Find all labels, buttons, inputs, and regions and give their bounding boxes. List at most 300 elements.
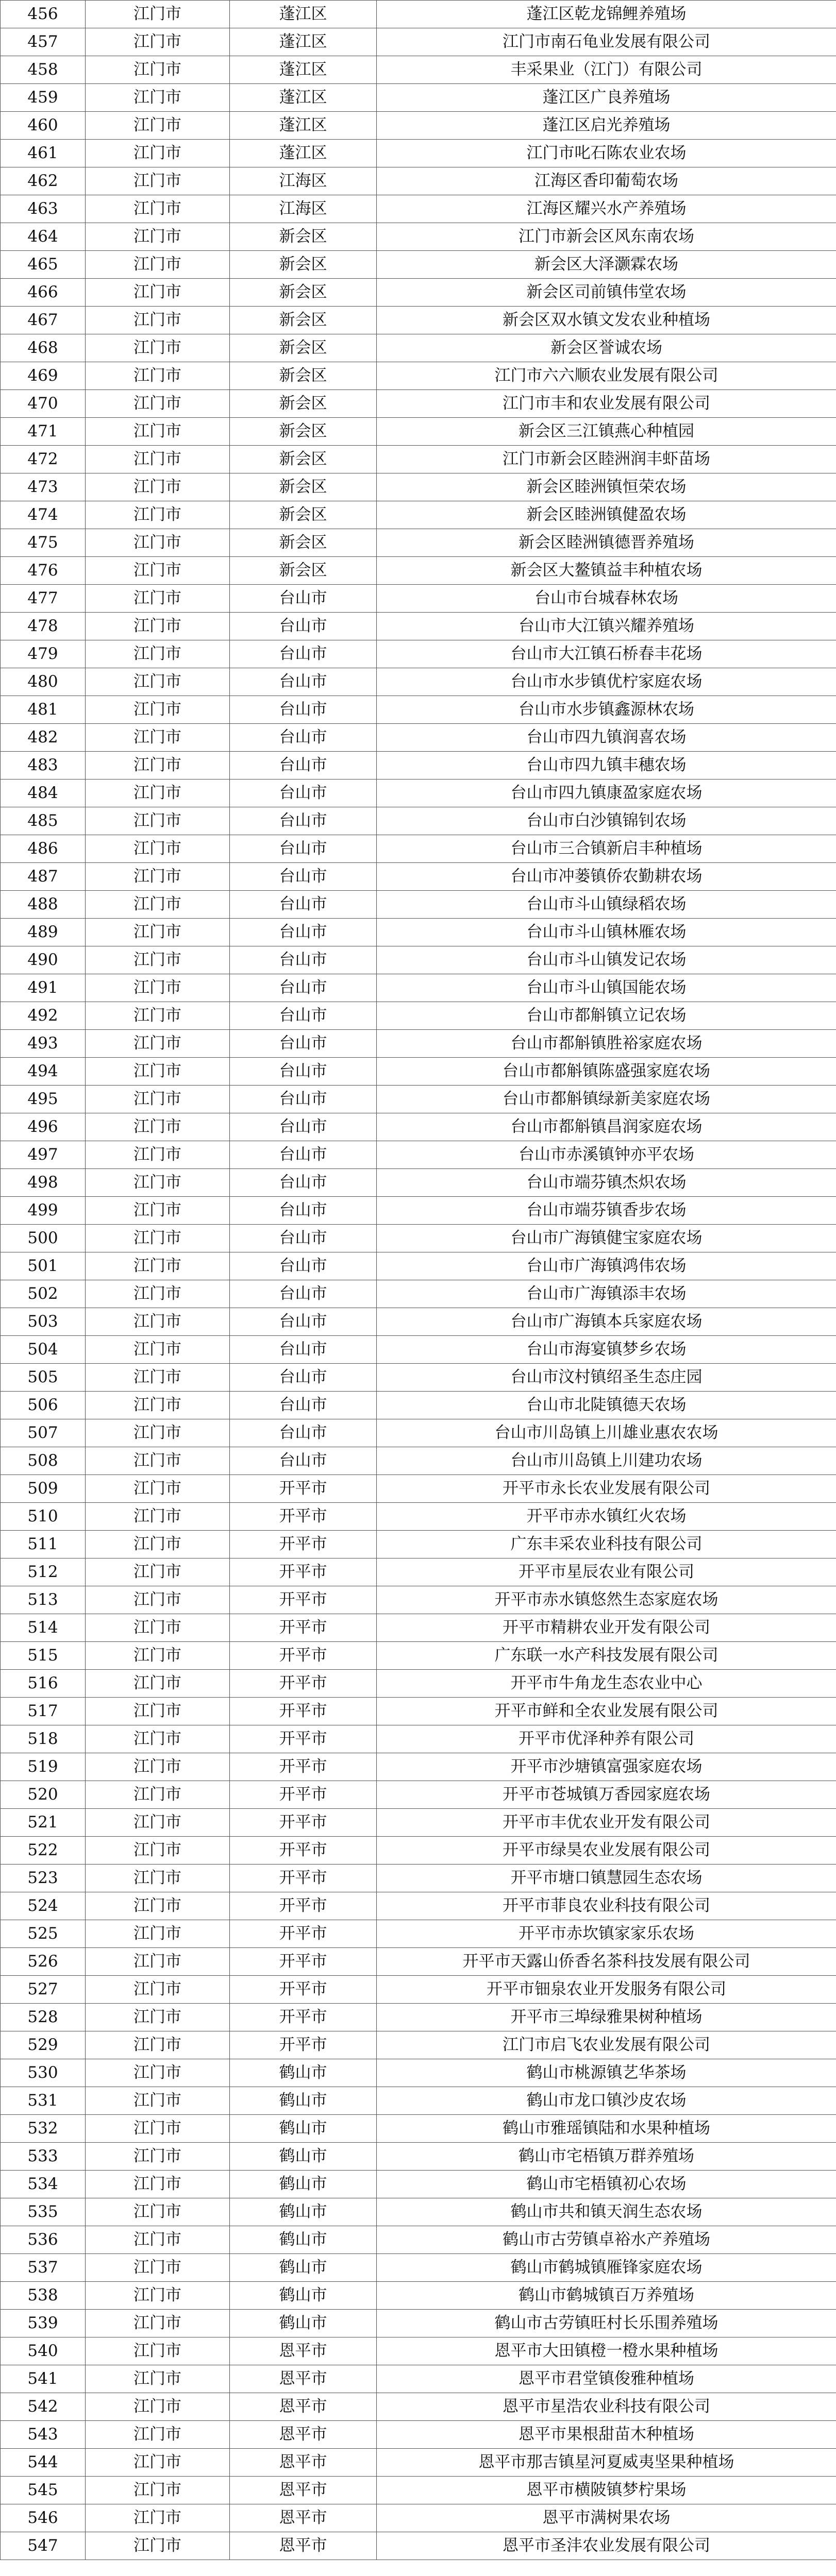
cell-county: 恩平市 [230, 2477, 377, 2504]
cell-county: 台山市 [230, 1225, 377, 1252]
cell-city: 江门市 [86, 2198, 230, 2226]
cell-index: 485 [1, 807, 86, 835]
cell-city: 江门市 [86, 2226, 230, 2254]
cell-index: 531 [1, 2087, 86, 2115]
cell-index: 493 [1, 1030, 86, 1058]
cell-farm-name: 台山市广海镇添丰农场 [377, 1280, 836, 1308]
table-row [1, 2337, 836, 2365]
cell-county: 台山市 [230, 779, 377, 807]
cell-index: 515 [1, 1642, 86, 1670]
cell-farm-name: 台山市斗山镇林雁农场 [377, 919, 836, 946]
cell-index: 514 [1, 1614, 86, 1642]
cell-farm-name: 台山市冲蒌镇侨农勤耕农场 [377, 863, 836, 891]
cell-farm-name: 恩平市圣沣农业发展有限公司 [377, 2532, 836, 2560]
cell-index: 499 [1, 1197, 86, 1225]
cell-index: 532 [1, 2115, 86, 2143]
cell-city: 江门市 [86, 1865, 230, 1892]
cell-index: 501 [1, 1252, 86, 1280]
cell-index: 545 [1, 2477, 86, 2504]
cell-index: 457 [1, 28, 86, 56]
table-row [1, 891, 836, 919]
cell-city: 江门市 [86, 1030, 230, 1058]
cell-county: 新会区 [230, 390, 377, 418]
cell-index: 471 [1, 418, 86, 446]
cell-county: 台山市 [230, 696, 377, 724]
table-row [1, 2115, 836, 2143]
cell-farm-name: 台山市都斛镇胜裕家庭农场 [377, 1030, 836, 1058]
cell-city: 江门市 [86, 1586, 230, 1614]
table-row [1, 279, 836, 307]
cell-index: 468 [1, 334, 86, 362]
cell-county: 台山市 [230, 640, 377, 668]
cell-county: 台山市 [230, 724, 377, 752]
table-row [1, 2504, 836, 2532]
cell-city: 江门市 [86, 1169, 230, 1197]
cell-farm-name: 开平市赤水镇悠然生态家庭农场 [377, 1586, 836, 1614]
cell-index: 462 [1, 167, 86, 195]
cell-city: 江门市 [86, 1892, 230, 1920]
table-row [1, 2059, 836, 2087]
cell-index: 488 [1, 891, 86, 919]
cell-city: 江门市 [86, 946, 230, 974]
cell-county: 台山市 [230, 807, 377, 835]
cell-county: 台山市 [230, 1197, 377, 1225]
cell-index: 461 [1, 140, 86, 167]
cell-farm-name: 鹤山市共和镇天润生态农场 [377, 2198, 836, 2226]
cell-county: 鹤山市 [230, 2171, 377, 2198]
table-row [1, 724, 836, 752]
cell-county: 台山市 [230, 1447, 377, 1475]
cell-county: 台山市 [230, 1169, 377, 1197]
cell-farm-name: 台山市白沙镇锦钊农场 [377, 807, 836, 835]
table-row [1, 1809, 836, 1837]
cell-index: 528 [1, 2004, 86, 2031]
cell-farm-name: 台山市端芬镇香步农场 [377, 1197, 836, 1225]
cell-city: 江门市 [86, 390, 230, 418]
cell-county: 新会区 [230, 307, 377, 334]
table-row [1, 1225, 836, 1252]
cell-farm-name: 恩平市星浩农业科技有限公司 [377, 2393, 836, 2421]
cell-city: 江门市 [86, 2059, 230, 2087]
cell-farm-name: 江门市启飞农业发展有限公司 [377, 2031, 836, 2059]
cell-county: 鹤山市 [230, 2282, 377, 2310]
cell-farm-name: 新会区睦洲镇健盈农场 [377, 501, 836, 529]
cell-index: 496 [1, 1113, 86, 1141]
table-row [1, 1336, 836, 1364]
cell-county: 鹤山市 [230, 2254, 377, 2282]
table-row [1, 1169, 836, 1197]
table-row [1, 1280, 836, 1308]
table-row [1, 195, 836, 223]
cell-farm-name: 鹤山市宅梧镇万群养殖场 [377, 2143, 836, 2171]
cell-index: 502 [1, 1280, 86, 1308]
cell-city: 江门市 [86, 863, 230, 891]
cell-index: 458 [1, 56, 86, 84]
cell-city: 江门市 [86, 1, 230, 28]
cell-county: 新会区 [230, 529, 377, 557]
cell-index: 500 [1, 1225, 86, 1252]
cell-city: 江门市 [86, 2477, 230, 2504]
cell-farm-name: 鹤山市鹤城镇雁锋家庭农场 [377, 2254, 836, 2282]
cell-county: 新会区 [230, 279, 377, 307]
cell-county: 恩平市 [230, 2365, 377, 2393]
cell-city: 江门市 [86, 167, 230, 195]
cell-county: 开平市 [230, 1642, 377, 1670]
cell-city: 江门市 [86, 195, 230, 223]
cell-county: 蓬江区 [230, 112, 377, 140]
table-row [1, 1113, 836, 1141]
cell-farm-name: 台山市台城春林农场 [377, 585, 836, 613]
table-row [1, 390, 836, 418]
cell-city: 江门市 [86, 2532, 230, 2560]
cell-index: 508 [1, 1447, 86, 1475]
cell-farm-name: 鹤山市古劳镇旺村长乐围养殖场 [377, 2310, 836, 2337]
cell-index: 529 [1, 2031, 86, 2059]
cell-index: 523 [1, 1865, 86, 1892]
table-row [1, 1670, 836, 1698]
cell-farm-name: 开平市三埠绿雅果树种植场 [377, 2004, 836, 2031]
cell-city: 江门市 [86, 613, 230, 640]
cell-city: 江门市 [86, 1976, 230, 2004]
cell-farm-name: 江门市新会区风东南农场 [377, 223, 836, 251]
cell-county: 台山市 [230, 1113, 377, 1141]
table-row [1, 446, 836, 473]
cell-county: 开平市 [230, 1809, 377, 1837]
cell-farm-name: 台山市四九镇康盈家庭农场 [377, 779, 836, 807]
cell-farm-name: 台山市都斛镇绿新美家庭农场 [377, 1086, 836, 1113]
cell-city: 江门市 [86, 1197, 230, 1225]
cell-county: 开平市 [230, 1865, 377, 1892]
table-row [1, 112, 836, 140]
table-row [1, 56, 836, 84]
table-row [1, 529, 836, 557]
cell-farm-name: 台山市北陡镇德天农场 [377, 1392, 836, 1419]
cell-farm-name: 新会区睦洲镇恒荣农场 [377, 473, 836, 501]
cell-city: 江门市 [86, 1002, 230, 1030]
cell-farm-name: 新会区双水镇文发农业种植场 [377, 307, 836, 334]
cell-city: 江门市 [86, 1781, 230, 1809]
cell-index: 510 [1, 1503, 86, 1531]
cell-city: 江门市 [86, 1614, 230, 1642]
table-row [1, 2198, 836, 2226]
table-row [1, 1781, 836, 1809]
cell-farm-name: 开平市鲜和全农业发展有限公司 [377, 1698, 836, 1725]
cell-index: 475 [1, 529, 86, 557]
cell-index: 539 [1, 2310, 86, 2337]
cell-farm-name: 广东联一水产科技发展有限公司 [377, 1642, 836, 1670]
table-row [1, 1058, 836, 1086]
table-row [1, 863, 836, 891]
cell-index: 466 [1, 279, 86, 307]
cell-county: 恩平市 [230, 2504, 377, 2532]
cell-index: 534 [1, 2171, 86, 2198]
cell-index: 522 [1, 1837, 86, 1865]
cell-city: 江门市 [86, 585, 230, 613]
cell-city: 江门市 [86, 112, 230, 140]
cell-city: 江门市 [86, 1141, 230, 1169]
cell-farm-name: 蓬江区乾龙锦鲤养殖场 [377, 1, 836, 28]
cell-county: 台山市 [230, 1141, 377, 1169]
table-row [1, 1614, 836, 1642]
cell-county: 开平市 [230, 1892, 377, 1920]
cell-county: 开平市 [230, 1558, 377, 1586]
cell-farm-name: 台山市都斛镇立记农场 [377, 1002, 836, 1030]
cell-farm-name: 江门市六六顺农业发展有限公司 [377, 362, 836, 390]
cell-farm-name: 台山市广海镇健宝家庭农场 [377, 1225, 836, 1252]
cell-index: 544 [1, 2449, 86, 2477]
cell-city: 江门市 [86, 362, 230, 390]
table-row [1, 2143, 836, 2171]
table-row [1, 1642, 836, 1670]
cell-county: 开平市 [230, 1948, 377, 1976]
cell-city: 江门市 [86, 1392, 230, 1419]
cell-city: 江门市 [86, 2031, 230, 2059]
cell-index: 470 [1, 390, 86, 418]
cell-farm-name: 开平市塘口镇慧园生态农场 [377, 1865, 836, 1892]
cell-city: 江门市 [86, 529, 230, 557]
cell-city: 江门市 [86, 2282, 230, 2310]
cell-index: 490 [1, 946, 86, 974]
cell-farm-name: 台山市大江镇石桥春丰花场 [377, 640, 836, 668]
cell-farm-name: 恩平市那吉镇星河夏威夷坚果种植场 [377, 2449, 836, 2477]
table-row [1, 1030, 836, 1058]
cell-county: 开平市 [230, 1670, 377, 1698]
cell-city: 江门市 [86, 1670, 230, 1698]
cell-county: 台山市 [230, 1419, 377, 1447]
cell-index: 481 [1, 696, 86, 724]
cell-county: 台山市 [230, 891, 377, 919]
cell-index: 506 [1, 1392, 86, 1419]
cell-county: 鹤山市 [230, 2310, 377, 2337]
cell-city: 江门市 [86, 251, 230, 279]
cell-farm-name: 江海区香印葡萄农场 [377, 167, 836, 195]
cell-county: 鹤山市 [230, 2059, 377, 2087]
cell-city: 江门市 [86, 2171, 230, 2198]
cell-index: 459 [1, 84, 86, 112]
cell-city: 江门市 [86, 696, 230, 724]
cell-index: 520 [1, 1781, 86, 1809]
table-row [1, 752, 836, 779]
cell-county: 台山市 [230, 613, 377, 640]
table-row [1, 362, 836, 390]
cell-county: 台山市 [230, 585, 377, 613]
cell-city: 江门市 [86, 1642, 230, 1670]
cell-index: 479 [1, 640, 86, 668]
cell-city: 江门市 [86, 1753, 230, 1781]
cell-county: 新会区 [230, 446, 377, 473]
cell-index: 542 [1, 2393, 86, 2421]
cell-city: 江门市 [86, 2337, 230, 2365]
cell-index: 511 [1, 1531, 86, 1558]
cell-city: 江门市 [86, 418, 230, 446]
cell-county: 台山市 [230, 1086, 377, 1113]
cell-farm-name: 台山市四九镇丰穗农场 [377, 752, 836, 779]
cell-index: 476 [1, 557, 86, 585]
cell-county: 台山市 [230, 1252, 377, 1280]
cell-county: 新会区 [230, 501, 377, 529]
table-row [1, 2087, 836, 2115]
cell-county: 新会区 [230, 557, 377, 585]
cell-index: 467 [1, 307, 86, 334]
cell-farm-name: 台山市川岛镇上川雄业惠农农场 [377, 1419, 836, 1447]
table-row [1, 2171, 836, 2198]
cell-county: 恩平市 [230, 2421, 377, 2449]
cell-index: 536 [1, 2226, 86, 2254]
cell-farm-name: 鹤山市宅梧镇初心农场 [377, 2171, 836, 2198]
cell-index: 518 [1, 1725, 86, 1753]
table-row [1, 2254, 836, 2282]
cell-city: 江门市 [86, 446, 230, 473]
cell-county: 江海区 [230, 167, 377, 195]
table-row [1, 418, 836, 446]
cell-city: 江门市 [86, 1086, 230, 1113]
cell-farm-name: 台山市水步镇优柠家庭农场 [377, 668, 836, 696]
cell-index: 516 [1, 1670, 86, 1698]
cell-index: 495 [1, 1086, 86, 1113]
cell-farm-name: 新会区司前镇伟堂农场 [377, 279, 836, 307]
cell-index: 480 [1, 668, 86, 696]
table-row [1, 1948, 836, 1976]
cell-index: 483 [1, 752, 86, 779]
cell-index: 530 [1, 2059, 86, 2087]
cell-farm-name: 恩平市满树果农场 [377, 2504, 836, 2532]
cell-index: 464 [1, 223, 86, 251]
cell-county: 蓬江区 [230, 1, 377, 28]
cell-farm-name: 鹤山市桃源镇艺华茶场 [377, 2059, 836, 2087]
cell-index: 469 [1, 362, 86, 390]
cell-index: 524 [1, 1892, 86, 1920]
cell-county: 蓬江区 [230, 84, 377, 112]
cell-city: 江门市 [86, 2115, 230, 2143]
cell-county: 台山市 [230, 1336, 377, 1364]
cell-county: 蓬江区 [230, 56, 377, 84]
cell-farm-name: 开平市赤水镇红火农场 [377, 1503, 836, 1531]
cell-county: 台山市 [230, 1280, 377, 1308]
table-row [1, 946, 836, 974]
cell-farm-name: 开平市沙塘镇富强家庭农场 [377, 1753, 836, 1781]
cell-city: 江门市 [86, 779, 230, 807]
table-row [1, 919, 836, 946]
cell-index: 533 [1, 2143, 86, 2171]
cell-county: 江海区 [230, 195, 377, 223]
cell-county: 开平市 [230, 1531, 377, 1558]
cell-city: 江门市 [86, 919, 230, 946]
table-row [1, 1920, 836, 1948]
cell-farm-name: 台山市都斛镇陈盛强家庭农场 [377, 1058, 836, 1086]
cell-city: 江门市 [86, 56, 230, 84]
cell-farm-name: 开平市钿泉农业开发服务有限公司 [377, 1976, 836, 2004]
cell-city: 江门市 [86, 279, 230, 307]
cell-county: 台山市 [230, 946, 377, 974]
cell-index: 512 [1, 1558, 86, 1586]
cell-county: 新会区 [230, 418, 377, 446]
cell-county: 台山市 [230, 1308, 377, 1336]
cell-city: 江门市 [86, 1698, 230, 1725]
table-row [1, 2310, 836, 2337]
cell-index: 503 [1, 1308, 86, 1336]
cell-farm-name: 开平市丰优农业开发有限公司 [377, 1809, 836, 1837]
cell-farm-name: 江门市丰和农业发展有限公司 [377, 390, 836, 418]
cell-farm-name: 新会区大泽灏霖农场 [377, 251, 836, 279]
cell-city: 江门市 [86, 140, 230, 167]
cell-city: 江门市 [86, 2421, 230, 2449]
cell-city: 江门市 [86, 668, 230, 696]
cell-farm-name: 新会区誉诚农场 [377, 334, 836, 362]
table-row [1, 1392, 836, 1419]
cell-county: 开平市 [230, 1753, 377, 1781]
cell-index: 540 [1, 2337, 86, 2365]
cell-farm-name: 台山市端芬镇杰炽农场 [377, 1169, 836, 1197]
cell-county: 恩平市 [230, 2393, 377, 2421]
cell-city: 江门市 [86, 2504, 230, 2532]
cell-farm-name: 台山市汶村镇绍圣生态庄园 [377, 1364, 836, 1392]
cell-city: 江门市 [86, 1058, 230, 1086]
table-row [1, 28, 836, 56]
table-row [1, 779, 836, 807]
cell-farm-name: 台山市川岛镇上川建功农场 [377, 1447, 836, 1475]
cell-index: 541 [1, 2365, 86, 2393]
cell-county: 新会区 [230, 334, 377, 362]
cell-county: 台山市 [230, 1058, 377, 1086]
cell-city: 江门市 [86, 1531, 230, 1558]
cell-city: 江门市 [86, 1336, 230, 1364]
table-row [1, 1503, 836, 1531]
cell-farm-name: 鹤山市鹤城镇百万养殖场 [377, 2282, 836, 2310]
table-row [1, 1698, 836, 1725]
cell-county: 开平市 [230, 1614, 377, 1642]
table-row [1, 307, 836, 334]
cell-county: 台山市 [230, 919, 377, 946]
cell-index: 487 [1, 863, 86, 891]
table-row [1, 974, 836, 1002]
cell-city: 江门市 [86, 1252, 230, 1280]
cell-farm-name: 江门市新会区睦洲润丰虾苗场 [377, 446, 836, 473]
cell-city: 江门市 [86, 2449, 230, 2477]
table-row [1, 613, 836, 640]
cell-city: 江门市 [86, 1837, 230, 1865]
table-row [1, 1197, 836, 1225]
cell-index: 546 [1, 2504, 86, 2532]
cell-farm-name: 丰采果业（江门）有限公司 [377, 56, 836, 84]
table-row [1, 640, 836, 668]
cell-city: 江门市 [86, 974, 230, 1002]
table-row [1, 1558, 836, 1586]
cell-city: 江门市 [86, 2143, 230, 2171]
table-row [1, 2282, 836, 2310]
table-row [1, 1308, 836, 1336]
table-row [1, 1865, 836, 1892]
cell-index: 537 [1, 2254, 86, 2282]
cell-county: 开平市 [230, 2031, 377, 2059]
cell-index: 460 [1, 112, 86, 140]
cell-farm-name: 开平市绿昊农业发展有限公司 [377, 1837, 836, 1865]
cell-city: 江门市 [86, 1364, 230, 1392]
cell-city: 江门市 [86, 501, 230, 529]
cell-city: 江门市 [86, 891, 230, 919]
cell-county: 鹤山市 [230, 2226, 377, 2254]
cell-farm-name: 新会区三江镇燕心种植园 [377, 418, 836, 446]
cell-city: 江门市 [86, 223, 230, 251]
table-row [1, 1586, 836, 1614]
cell-county: 鹤山市 [230, 2198, 377, 2226]
cell-farm-name: 恩平市君堂镇俊雅种植场 [377, 2365, 836, 2393]
cell-index: 543 [1, 2421, 86, 2449]
table-row [1, 2421, 836, 2449]
cell-farm-name: 恩平市大田镇橙一橙水果种植场 [377, 2337, 836, 2365]
cell-county: 开平市 [230, 1781, 377, 1809]
cell-farm-name: 开平市赤坎镇家家乐农场 [377, 1920, 836, 1948]
cell-city: 江门市 [86, 1503, 230, 1531]
